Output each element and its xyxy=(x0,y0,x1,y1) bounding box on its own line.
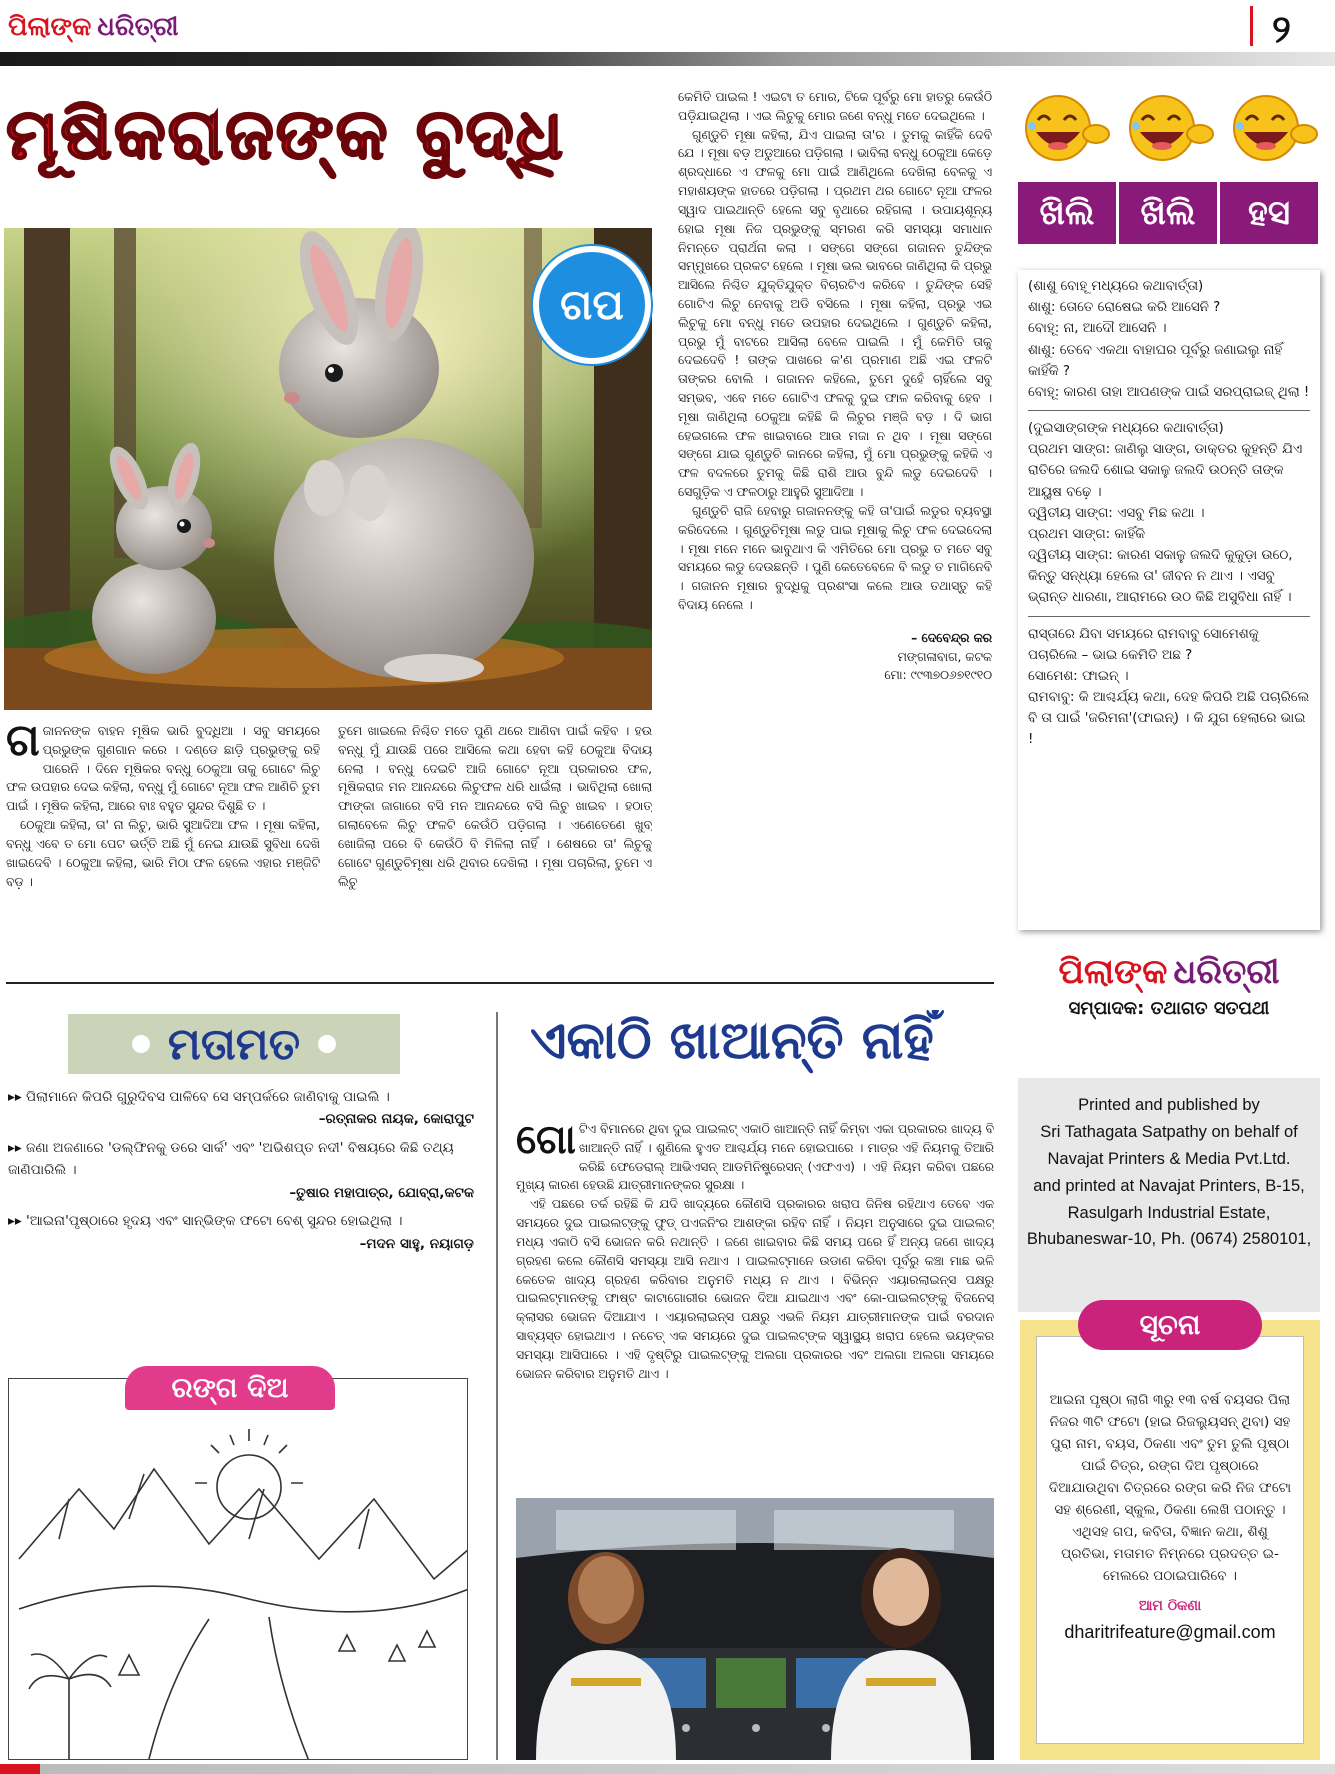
imprint-logo-part1: ପିଲାଙ୍କ xyxy=(1058,952,1168,992)
joke-line: ବୋହୂ: ନା, ଆଦୌ ଆସେନି । xyxy=(1028,321,1167,337)
column-divider xyxy=(496,1012,498,1760)
header-rule xyxy=(0,52,1335,66)
masthead-part2: ଧରିତ୍ରୀ xyxy=(97,11,179,42)
jokes-banner-word: ଖିଲି xyxy=(1119,182,1217,244)
masthead-logo xyxy=(8,4,179,50)
joke-block xyxy=(1028,276,1310,403)
jokes-banner xyxy=(1018,182,1318,244)
story-column-2 xyxy=(338,722,652,970)
joke-divider xyxy=(1028,616,1310,617)
imprint-logo-box xyxy=(1018,952,1320,1082)
joke-line: ଶାଶୁ: ତୋତେ ରୋଷେଇ କରି ଆସେନି ? xyxy=(1028,300,1221,316)
imprint-line: Printed and published by xyxy=(1078,1096,1260,1114)
mountain-landscape-outline-image xyxy=(9,1379,468,1760)
story-paragraph: ଜାନନଙ୍କ ବାହନ ମୂଷିକ ଭାରି ବୁଦ୍ଧିଆ । ସବୁ ସମୟରେ ପ୍ରଭୁଙ୍କ ଗୁଣଗାନ କରେ । ଦଣ୍ଡେ ଛାଡ଼ି ପ୍ରଭୁଙ୍କୁ ରହି ପାରେନି । ଦିନେ ମୂଷିକର ବନ୍ଧୁ ଠେକୁଆ ତାକୁ ଗୋଟେ ଲିଚୁ ଫଳ ଉପହାର ଦେଇ କହିଲା, ବନ୍ଧୁ ମୁଁ ଗୋଟେ ନୂଆ ଫଳ ଆଣିଚି ତୁମ ପାଇଁ । ମୂଷିକ କହିଲା, ଆରେ ବାଃ ବହୁତ ସୁନ୍ଦର ଦିଶୁଛି ତ । xyxy=(6,724,320,814)
joke-line: ଦ୍ୱିତୀୟ ସାଙ୍ଗ: କାରଣ ସକାଳୁ ଜଲଦି କୁକୁଡ଼ା ଉଠେ, କିନ୍ତୁ ସନ୍ଧ୍ୟା ହେଲେ ତା' ଜୀବନ ନ ଥାଏ । ଏସବୁ ଭ୍ରାନ୍ତ ଧାରଣା, ଆରାମରେ ଉଠ କିଛି ଅସୁବିଧା ନାହିଁ । xyxy=(1028,548,1293,606)
joke-line: ପ୍ରଥମ ସାଙ୍ଗ: ଜାଣିଲୁ ସାଙ୍ଗ, ଡାକ୍ତର କୁହନ୍ତି ଯିଏ ରାତିରେ ଜଲଦି ଶୋଇ ସକାଳୁ ଜଲଦି ଉଠନ୍ତି ତାଙ୍କ ଆୟୁଷ ବଢ଼େ । xyxy=(1028,442,1303,500)
laughing-emoji-icon xyxy=(1226,90,1318,162)
coloring-label: ରଙ୍ଗ ଦିଅ xyxy=(125,1366,335,1410)
opinions-list xyxy=(8,1086,474,1346)
pilots-article-body xyxy=(516,1120,994,1490)
story-paragraph: କେମିତି ପାଇଲ ! ଏଇଟା ତ ମୋର, ଟିକେ ପୂର୍ବରୁ ମୋ ହାତରୁ କେଉଁଠି ପଡ଼ିଯାଇଥିଲା । ଏଇ ଲିଚୁକୁ ମୋର ଜଣେ ବନ୍ଧୁ ମତେ ଦେଇଥିଲେ । xyxy=(678,90,992,123)
jokes-box xyxy=(1018,270,1320,930)
laughing-emoji-icon xyxy=(1122,90,1214,162)
opinion-author: –ତୁଷାର ମହାପାତ୍ର, ଯୋବ୍ରା,କଟକ xyxy=(289,1184,474,1201)
story-author-phone: ମୋ: ୯୯୩୭୦୬୭୧୯୧୦ xyxy=(884,668,992,683)
bullet-dot-icon xyxy=(132,1035,150,1053)
joke-line: ଶାଶୁ: ତେବେ ଏକଥା ବାହାଘର ପୂର୍ବରୁ ଜଣାଇଲୁ ନାହିଁ କାହିଁକି ? xyxy=(1028,342,1283,379)
pilots-paragraph: ଟିଏ ବିମାନରେ ଥିବା ଦୁଇ ପାଇଲଟ୍ ଏକାଠି ଖାଆନ୍ତି ନାହିଁ କିମ୍ବା ଏକା ପ୍ରକାରର ଖାଦ୍ୟ ବି ଖାଆନ୍ତି ନାହିଁ । ଶୁଣିଲେ ହୁଏତ ଆଶ୍ଚର୍ଯ୍ୟ ମନେ ହୋଇପାରେ । ମାତ୍ର ଏହି ନିୟମକୁ ତିଆରି କରିଛି ଫେଡେରାଲ୍ ଆଭିଏସନ୍ ଆଡମିନିଷ୍ଟ୍ରେସନ୍ (ଏଫଏଏ) । ଏହି ନିୟମ କରିବା ପଛରେ ମୁଖ୍ୟ କାରଣ ହେଉଛି ଯାତ୍ରୀମାନଙ୍କର ସୁରକ୍ଷା । xyxy=(516,1122,994,1193)
story-author-place: ମଙ୍ଗଳାବାଗ, କଟକ xyxy=(897,649,992,664)
joke-line: ରାମବାବୁ: କି ଆଶ୍ଚର୍ଯ୍ୟ କଥା, ଦେହ କିପରି ଅଛି ପଚାରିଲେ ବି ତା ପାଇଁ 'ଜରିମନା'(ଫାଇନ୍) । କି ଯୁଗ ହେଲାରେ ଭାଇ ! xyxy=(1028,690,1310,748)
joke-line: ରାସ୍ତାରେ ଯିବା ସମୟରେ ରାମବାବୁ ସୋମେଶକୁ ପଚାରିଲେ – ଭାଇ କେମିତି ଅଛ ? xyxy=(1028,626,1259,663)
footer-rule xyxy=(0,1764,1335,1774)
notice-address-label: ଆମ ଠିକଣା xyxy=(1138,1598,1202,1615)
two-pilots-in-cockpit-image xyxy=(516,1498,994,1760)
opinions-title: ମତାମତ xyxy=(167,1018,301,1070)
joke-line: (ଶାଶୁ ବୋହୂ ମଧ୍ୟରେ କଥାବାର୍ତ୍ତା) xyxy=(1028,279,1204,294)
notice-title: ସୂଚନା xyxy=(1078,1300,1262,1350)
editor-name: ସମ୍ପାଦକ: ତଥାଗତ ସତପଥୀ xyxy=(1068,998,1270,1019)
story-column-3 xyxy=(678,88,992,968)
pilots-article-title: ଏକାଠି ଖାଆନ୍ତି ନାହିଁ xyxy=(530,1010,934,1071)
laughing-emoji-icon xyxy=(1018,90,1110,162)
story-paragraph: ଗୁଣ୍ଡୁଚି ମୂଷା କହିଲା, ଯିଏ ପାଇଲା ତା'ର । ତୁମକୁ କାହିଁକି ଦେବି ଯେ । ମୂଷା ବଡ଼ ଅଡୁଆରେ ପଡ଼ିଗଲା । ଭାବିଲା ବନ୍ଧୁ ଠେକୁଆ କେଡ଼େ ଶ୍ରଦ୍ଧାରେ ଏ ଫଳକୁ ମୋ ପାଇଁ ଆଣିଥିଲେ ଦେଖିଲା ବେଳକୁ ଏ ମହାଶୟଙ୍କ ହାତରେ ପଡ଼ିଗଲା । ପ୍ରଥମ ଥର ଗୋଟେ ନୂଆ ଫଳର ସ୍ୱାଦ ପାଇଥାନ୍ତି ହେଲେ ସବୁ ବୃଥାରେ ରହିଗଲା । ଉପାୟଶୂନ୍ୟ ହୋଇ ମୂଷା ନିଜ ପ୍ରଭୁଙ୍କୁ ସ୍ମରଣ କରି ସମସ୍ୟା ସମାଧାନ ନିମନ୍ତେ ପ୍ରାର୍ଥନା କଲା । ସଙ୍ଗେ ସଙ୍ଗେ ଗଜାନନ ତୁନ୍ଦିଙ୍କ ସମ୍ମୁଖରେ ପ୍ରକଟ ହେଲେ । ମୂଷା ଭଲ ଭାବରେ ଜାଣିଥିଲା କି ପ୍ରଭୁ ଆସିଲେ ନିଶ୍ଚିତ ଯୁକ୍ତିଯୁକ୍ତ ବିଚାରଟିଏ କରିବେ । ତୁନ୍ଦିଙ୍କ ସେହି ଗୋଟିଏ ଲିଚୁ ନେବାକୁ ଅଡି ବସିଲେ । ମୂଷା କହିଲା, ପ୍ରଭୁ ଏଇ ଲିଚୁକୁ ମୋ ବନ୍ଧୁ ମତେ ଉପହାର ଦେଇଥିଲେ । ଗୁଣ୍ଡୁଚି କହିଲା, ପ୍ରଭୁ ମୁଁ ବାଟରେ ଆସିଲା ବେଳେ ପାଇଲି । ମୁଁ କେମିତି ତାକୁ ଦେଇଦେବି ! ତାଙ୍କ ପାଖରେ କ'ଣ ପ୍ରମାଣ ଅଛି ଏଇ ଫଳଟି ତାଙ୍କର ବୋଲି । ଗଜାନନ କହିଲେ, ତୁମେ ଦୁହେଁ ଚାହିଁଲେ ସବୁ ସମ୍ଭବ, ଏବେ ମତେ ଗୋଟିଏ ଫଳକୁ ଦୁଇ ଫାଳ କରିବାକୁ ହେବ । ମୂଷା ଜାଣିଥିଲା ଠେକୁଆ କହିଛି କି ଲିଚୁର ମଞ୍ଜି ବଡ଼ । ଦି ଭାଗ ହେଇଗଲେ ଫଳ ଖାଇବାରେ ଆଉ ମଜା ନ ଥିବ । ମୂଷା ସଙ୍ଗେ ସଙ୍ଗେ ଯାଇ ଗୁଣ୍ଡୁଚି କାନରେ କହିଲା, ମୁଁ ମୋ ପ୍ରଭୁଙ୍କୁ କହିକି ଏ ଫଳ ବଦଳରେ ତୁମକୁ କିଛି ରାଶି ଆଉ ବୁନ୍ଦି ଲଡୁ ଦେଇଦେବି । ସେଗୁଡ଼ିକ ଏ ଫଳଠାରୁ ଆହୁରି ସୁଆଦିଆ । xyxy=(678,127,992,500)
laughing-emoji-row xyxy=(1018,90,1318,168)
bullet-dot-icon xyxy=(318,1035,336,1053)
imprint-line: Sri Tathagata Satpathy on behalf of xyxy=(1040,1122,1298,1141)
story-column-1 xyxy=(6,722,320,970)
imprint-text xyxy=(1018,1078,1320,1312)
joke-line: ଦ୍ୱିତୀୟ ସାଙ୍ଗ: ଏସବୁ ମିଛ କଥା । xyxy=(1028,505,1205,521)
story-paragraph: ଠେକୁଆ କହିଲା, ତା' ନା ଲିଚୁ, ଭାରି ସୁଆଦିଆ ଫଳ । ମୂଷା କହିଲା, ବନ୍ଧୁ ଏବେ ତ ମୋ ପେଟ ଭର୍ତ୍ତି ଅଛି ମୁଁ ନେଇ ଯାଉଛି ସୁବିଧା ଦେଖି ଖାଇଦେବି । ଠେକୁଆ କହିଲା, ଭାରି ମିଠା ଫଳ ହେଲେ ଏହାର ମଞ୍ଜିଟି ବଡ଼ । xyxy=(6,818,320,889)
page-number: ୨ xyxy=(1250,6,1310,46)
story-author: – ଦେବେନ୍ଦ୍ର କର xyxy=(911,630,992,645)
jokes-banner-word: ହସ xyxy=(1220,182,1318,244)
coloring-sheet xyxy=(8,1378,468,1760)
opinion-author: –ମଦନ ସାହୁ, ନୟାଗଡ଼ xyxy=(359,1235,474,1252)
joke-line: (ଦୁଇସାଙ୍ଗଙ୍କ ମଧ୍ୟରେ କଥାବାର୍ତ୍ତା) xyxy=(1028,421,1224,437)
imprint-logo-part2: ଧରିତ୍ରୀ xyxy=(1173,952,1280,992)
notice-box xyxy=(1020,1320,1320,1760)
story-paragraph: ତୁମେ ଖାଇଲେ ନିଶ୍ଚିତ ମତେ ପୁଣି ଥରେ ଆଣିବା ପାଇଁ କହିବ । ହଉ ବନ୍ଧୁ ମୁଁ ଯାଉଛି ପରେ ଆସିଲେ କଥା ହେବା କହି ଠେକୁଆ ବିଦାୟ ନେଲା । ବନ୍ଧୁ ଦେଇଟି ଆଜି ଗୋଟେ ନୂଆ ପ୍ରକାରର ଫଳ, ମୂଷିକରାଜ ମନ ଆନନ୍ଦରେ ଲିଚୁଫଳ ଧରି ଧାଇଁଲା । ଭାବିଥିଲା ଖୋଲା ଫାଙ୍କା ଜାଗାରେ ବସି ମନ ଆନନ୍ଦରେ ବସି ଲିଚୁ ଖାଇବ । ହଠାତ୍ ଗଲାବେଳେ ଲିଚୁ ଫଳଟି କେଉଁଠି ପଡ଼ିଗଲା । ଏଣେତେଣେ ଖୁବ୍ ଖୋଜିଲା ପରେ ବି କେଉଁଠି ବି ମିଳିଲା ନାହିଁ । ଶେଷରେ ତା' ଲିଚୁକୁ ଗୋଟେ ଗୁଣ୍ଡୁଚିମୂଷା ଧରି ଥିବାର ଦେଖିଲା । ମୂଷା ପଚାରିଲା, ତୁମେ ଏ ଲିଚୁ xyxy=(338,724,652,889)
opinions-title-bar xyxy=(68,1014,400,1074)
imprint-line: Navajat Printers & Media Pvt.Ltd. xyxy=(1047,1149,1291,1168)
story-paragraph: ଗୁଣ୍ଡୁଚି ରାଜି ହେବାରୁ ଗଜାନନଙ୍କୁ କହି ତା'ପାଇଁ ଲଡୁର ବ୍ୟବସ୍ଥା କରିଦେଲେ । ଗୁଣ୍ଡୁଚିମୂଷା ଲଡୁ ପାଇ ମୂଷାକୁ ଲିଚୁ ଫଳ ଦେଇଦେଲା । ମୂଷା ମନେ ମନେ ଭାବୁଥାଏ କି ଏମିତିରେ ମୋ ପ୍ରଭୁ ତ ମତେ ସବୁ ସମୟରେ ଲଡୁ ଦେଉଛନ୍ତି । ପୁଣି କେତେବେଳେ ବି ଲଡୁ ତ ମାଗିନେବି । ଗଜାନନ ମୂଷାର ବୁଦ୍ଧିକୁ ପ୍ରଶଂସା କଲେ ଆଉ ତଥାସ୍ତୁ କହି ବିଦାୟ ନେଲେ । xyxy=(678,503,992,612)
joke-line: ବୋହୂ: କାରଣ ତାହା ଆପଣଙ୍କ ପାଇଁ ସରପ୍ରାଇଜ୍ ଥିଲା ! xyxy=(1028,384,1310,400)
notice-body: ଆଇନା ପୃଷ୍ଠା ଲାଗି ୩ରୁ ୧୩ ବର୍ଷ ବୟସର ପିଲା ନିଜର ୩ଟି ଫଟୋ (ହାଇ ରିଜଲ୍ୟୁସନ୍ ଥିବା) ସହ ପୁରା ନାମ, ବୟସ, ଠିକଣା ଏବଂ ତୁମ ତୁଲି ପୃଷ୍ଠା ପାଇଁ ଚିତ୍ର, ରଙ୍ଗ ଦିଅ ପୃଷ୍ଠାରେ ଦିଆଯାଉଥିବା ଚିତ୍ରରେ ରଙ୍ଗ କରି ନିଜ ଫଟୋ ସହ ଶ୍ରେଣୀ, ସ୍କୁଲ, ଠିକଣା ଲେଖି ପଠାନ୍ତୁ । ଏଥିସହ ଗପ, କବିତା, ବିଜ୍ଞାନ କଥା, ଶିଶୁ ପ୍ରତିଭା, ମତାମତ ନିମ୍ନରେ ପ୍ରଦତ୍ତ ଇ-ମେଲରେ ପଠାଇପାରିବେ । xyxy=(1048,1392,1292,1585)
opinion-text: ▸▸ ପିଲାମାନେ କିପରି ଗୁରୁଦିବସ ପାଳିବେ ସେ ସମ୍ପର୍କରେ ଜାଣିବାକୁ ପାଇଲି । xyxy=(8,1089,390,1105)
pilots-dropcap: ଗୋ xyxy=(516,1120,576,1163)
opinion-text: ▸▸ 'ଆଇନା'ପୃଷ୍ଠାରେ ହୃଦୟ ଏବଂ ସାନ୍ଭିଙ୍କ ଫଟୋ ବେଶ୍ ସୁନ୍ଦର ହୋଇଥିଲା । xyxy=(8,1213,403,1230)
joke-divider xyxy=(1028,410,1310,411)
notice-email-link[interactable]: dharitrifeature@gmail.com xyxy=(1064,1621,1276,1642)
pilots-paragraph: ଏହି ପଛରେ ତର୍କ ରହିଛି କି ଯଦି ଖାଦ୍ୟରେ କୌଣସି ପ୍ରକାରର ଖରାପ ଜିନିଷ ରହିଥାଏ ତେବେ ଏକ ସମୟରେ ଦୁଇ ପାଇଲଟ୍‌ଙ୍କୁ ଫୁଡ୍ ପଏଜନିଂର ଆଶଙ୍କା ରହିବ ନାହିଁ । ନିୟମ ଅନୁସାରେ ଦୁଇ ପାଇଲଟ୍ ମଧ୍ୟ ଏକାଠି ବସି ଭୋଜନ କରି ନଥାନ୍ତି । ଜଣେ ଖାଇବାର କିଛି ସମୟ ପରେ ହିଁ ଅନ୍ୟ ଜଣେ ଖାଦ୍ୟ ଗ୍ରହଣ କଲେ କୌଣସି ସମସ୍ୟା ଆସି ନଥାଏ । ପାଇଲଟ୍‌ମାନେ ଉଡାଣ କରିବା ପୂର୍ବରୁ କଞ୍ଚା ମାଛ ଭଳି କେତେକ ଖାଦ୍ୟ ଗ୍ରହଣ କରିବାର ଅନୁମତି ମଧ୍ୟ ନ ଥାଏ । ବିଭିନ୍ନ ଏୟାରଲାଇନ୍ସ ପକ୍ଷରୁ ପାଇଲଟ୍‌ମାନଙ୍କୁ ଫାଷ୍ଟ କାଟାଗୋରୀର ଭୋଜନ ଦିଆ ଯାଇଥାଏ ଏବଂ କୋ-ପାଇଲଟ୍‌ଙ୍କୁ ବିଜନେସ୍ କ୍ଲାସର ଭୋଜନ ଦିଆଯାଏ । ଏୟାରଲାଇନ୍ସ ପକ୍ଷରୁ ଏଭଳି ନିୟମ ଯାତ୍ରୀମାନଙ୍କ ପାଇଁ ବରଦାନ ସାବ୍ୟସ୍ତ ହୋଇଥାଏ । ନଚେତ୍ ଏକ ସମୟରେ ଦୁଇ ପାଇଲଟ୍‌ଙ୍କ ସ୍ୱାସ୍ଥ୍ୟ ଖରାପ ହେଲେ ଭୟଙ୍କର ସମସ୍ୟା ଆସିପାରେ । ଏହି ଦୃଷ୍ଟିରୁ ପାଇଲଟ୍‌ଙ୍କୁ ଅଲଗା ପ୍ରକାରର ଏବଂ ଅଲଗା ଅଲଗା ସମୟରେ ଭୋଜନ କରିବାର ଅନୁମତି ଥାଏ । xyxy=(516,1197,994,1381)
pilots-cockpit-photo xyxy=(516,1498,994,1760)
imprint-line: Bhubaneswar-10, Ph. (0674) 2580101, xyxy=(1026,1230,1312,1249)
jokes-banner-word: ଖିଲି xyxy=(1018,182,1116,244)
opinion-author: –ରତ୍ନାକର ନାୟକ, କୋରାପୁଟ xyxy=(318,1111,474,1128)
imprint-logo xyxy=(1018,952,1320,992)
notice-inner xyxy=(1036,1336,1304,1744)
story-title: ମୂଷିକରାଜଙ୍କ ବୁଦ୍ଧି xyxy=(6,92,566,175)
opinion-text: ▸▸ ଜଣା ଅଜଣାରେ 'ଡଲ୍‌ଫିନକୁ ଡରେ ସାର୍କ' ଏବଂ 'ଅଭିଶପ୍ତ ନଦୀ' ବିଷୟରେ କିଛି ତଥ୍ୟ ଜାଣିପାରିଲି । xyxy=(8,1139,454,1179)
imprint-line: Rasulgarh Industrial Estate, xyxy=(1067,1203,1271,1222)
story-dropcap: ଗ xyxy=(6,722,40,766)
story-genre-badge: ଗପ xyxy=(533,246,651,364)
joke-block xyxy=(1028,624,1310,751)
joke-line: ପ୍ରଥମ ସାଙ୍ଗ: କାହିଁକି xyxy=(1028,526,1146,542)
joke-block xyxy=(1028,418,1310,609)
section-divider xyxy=(6,982,994,984)
masthead-part1: ପିଲାଙ୍କ xyxy=(8,11,92,42)
joke-line: ସୋମେଶ: ଫାଇନ୍ । xyxy=(1028,668,1129,684)
imprint-line: and printed at Navajat Printers, B-15, xyxy=(1033,1176,1305,1195)
